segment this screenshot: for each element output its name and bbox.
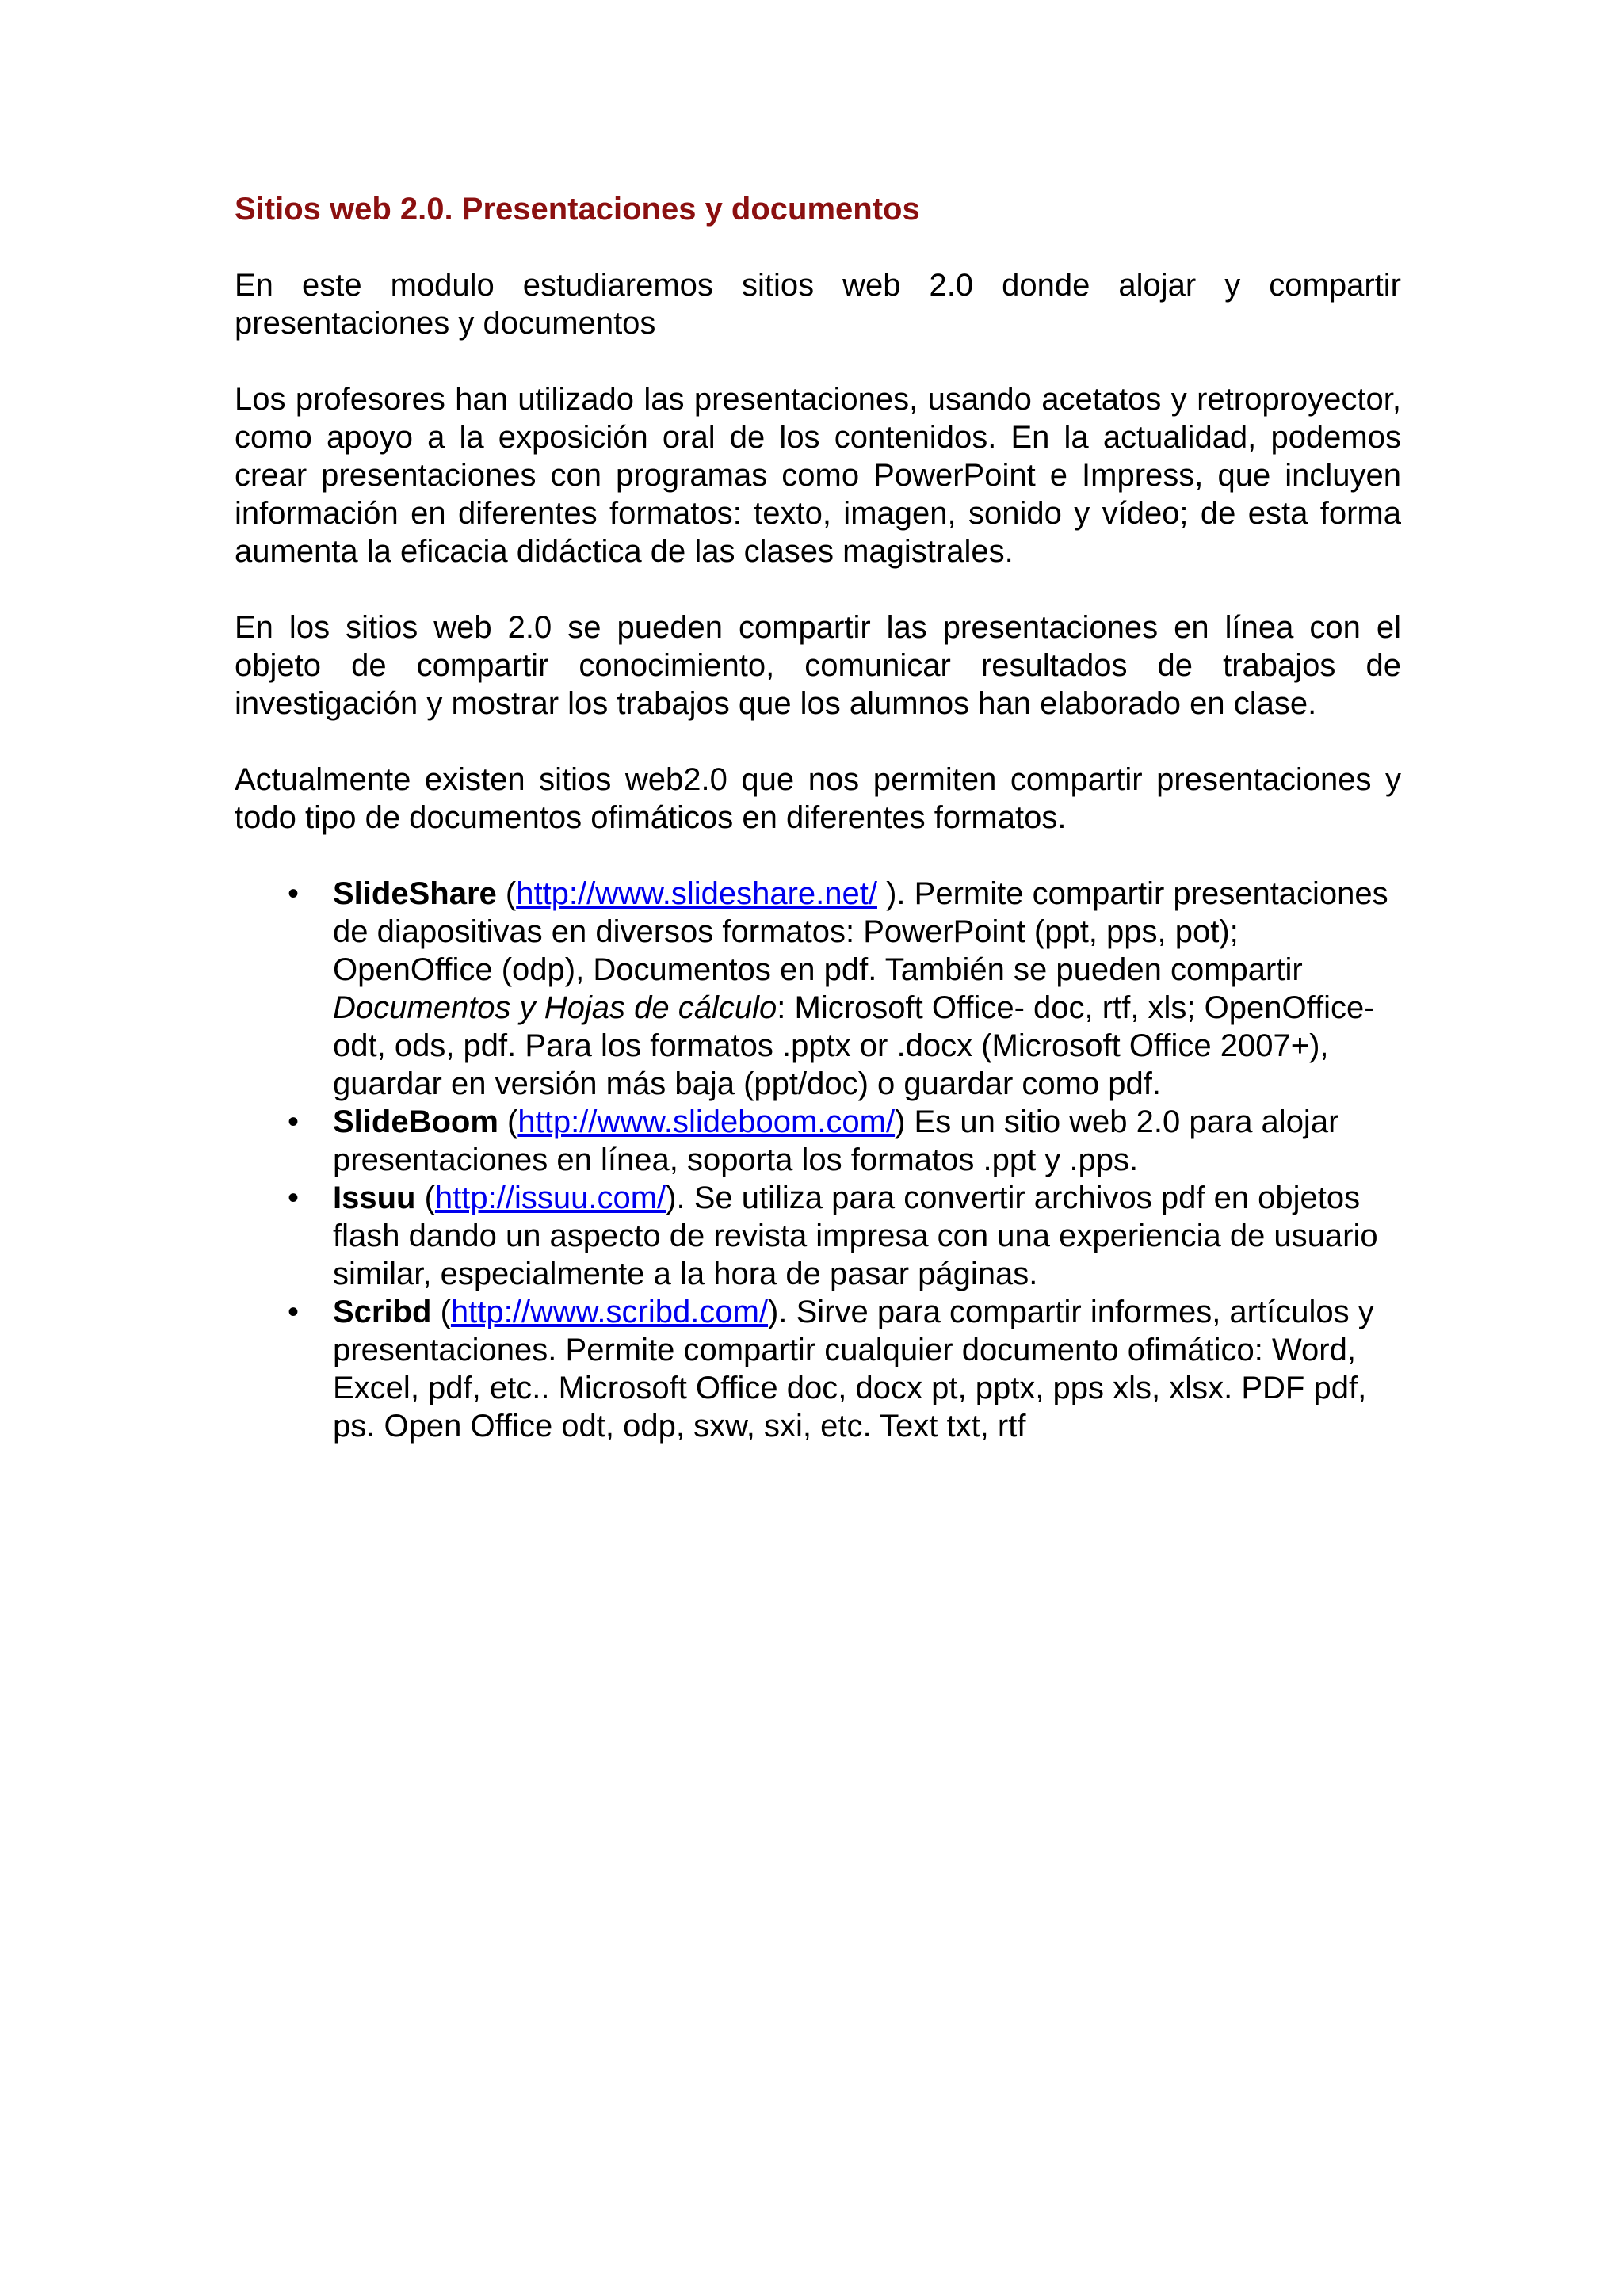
site-description-emphasis: Documentos y Hojas de cálculo	[333, 990, 777, 1025]
document-title: Sitios web 2.0. Presentaciones y documentos	[235, 192, 920, 227]
sites-list	[235, 875, 1401, 1445]
list-item-issuu	[235, 1179, 1401, 1293]
intro-paragraph: En este modulo estudiaremos sitios web 2.0 donde alojar y compartir presentaciones y documentos	[235, 268, 1401, 341]
open-paren: (	[498, 1104, 518, 1139]
bullet-icon: •	[287, 876, 299, 911]
list-item-scribd	[235, 1293, 1401, 1445]
document-body	[235, 190, 1401, 1445]
site-name: SlideShare	[333, 876, 497, 911]
open-paren: (	[415, 1180, 435, 1215]
site-description-rest: : Microsoft Office- doc, rtf, xls; OpenOffice- odt, ods, pdf. Para los formatos .pptx or .docx (Microsoft Office 2007+), guardar en versión más baja (ppt/doc) o guardar como pdf.	[333, 990, 1375, 1101]
scribd-link[interactable]: http://www.scribd.com/	[450, 1295, 769, 1329]
open-paren: (	[496, 876, 517, 911]
bullet-icon: •	[287, 1104, 299, 1139]
list-item-slideshare	[235, 875, 1401, 1103]
sites-intro-paragraph: Actualmente existen sitios web2.0 que nos permiten compartir presentaciones y todo tipo de documentos ofimáticos en diferentes formatos.	[235, 762, 1401, 835]
open-paren: (	[431, 1295, 451, 1329]
slideshare-link[interactable]: http://www.slideshare.net/	[516, 876, 877, 911]
presentations-paragraph: Los profesores han utilizado las presentaciones, usando acetatos y retroproyector, como apoyo a la exposición oral de los contenidos. En la actualidad, podemos crear presentaciones con programas como PowerPoint e Impress, que incluyen información en diferentes formatos: texto, imagen, sonido y vídeo; de esta forma aumenta la eficacia didáctica de las clases magistrales.	[235, 382, 1401, 569]
issuu-link[interactable]: http://issuu.com/	[434, 1180, 666, 1215]
site-description: ). Se utiliza para convertir archivos pdf en objetos flash dando un aspecto de revista impresa con una experiencia de usuario similar, especialmente a la hora de pasar páginas.	[333, 1180, 1378, 1291]
slideboom-link[interactable]: http://www.slideboom.com/	[517, 1104, 896, 1139]
list-item-slideboom	[235, 1103, 1401, 1179]
site-description: ). Permite compartir presentaciones de diapositivas en diversos formatos: PowerPoint (ppt, pps, pot); OpenOffice (odp), Documentos en pdf. También se pueden compartir	[333, 876, 1388, 987]
site-name: SlideBoom	[333, 1104, 498, 1139]
site-name: Issuu	[333, 1180, 416, 1215]
site-description: ) Es un sitio web 2.0 para alojar presentaciones en línea, soporta los formatos .ppt y .pps.	[333, 1104, 1339, 1177]
site-description: ). Sirve para compartir informes, artículos y presentaciones. Permite compartir cualquier documento ofimático: Word, Excel, pdf, etc.. Microsoft Office doc, docx pt, pptx, pps xls, xlsx. PDF pdf, ps. Open Office odt, odp, sxw, sxi, etc. Text txt, rtf	[333, 1295, 1374, 1444]
sharing-paragraph: En los sitios web 2.0 se pueden compartir las presentaciones en línea con el objeto de compartir conocimiento, comunicar resultados de trabajos de investigación y mostrar los trabajos que los alumnos han elaborado en clase.	[235, 610, 1401, 721]
site-name: Scribd	[333, 1295, 432, 1329]
bullet-icon: •	[287, 1295, 299, 1329]
bullet-icon: •	[287, 1180, 299, 1215]
